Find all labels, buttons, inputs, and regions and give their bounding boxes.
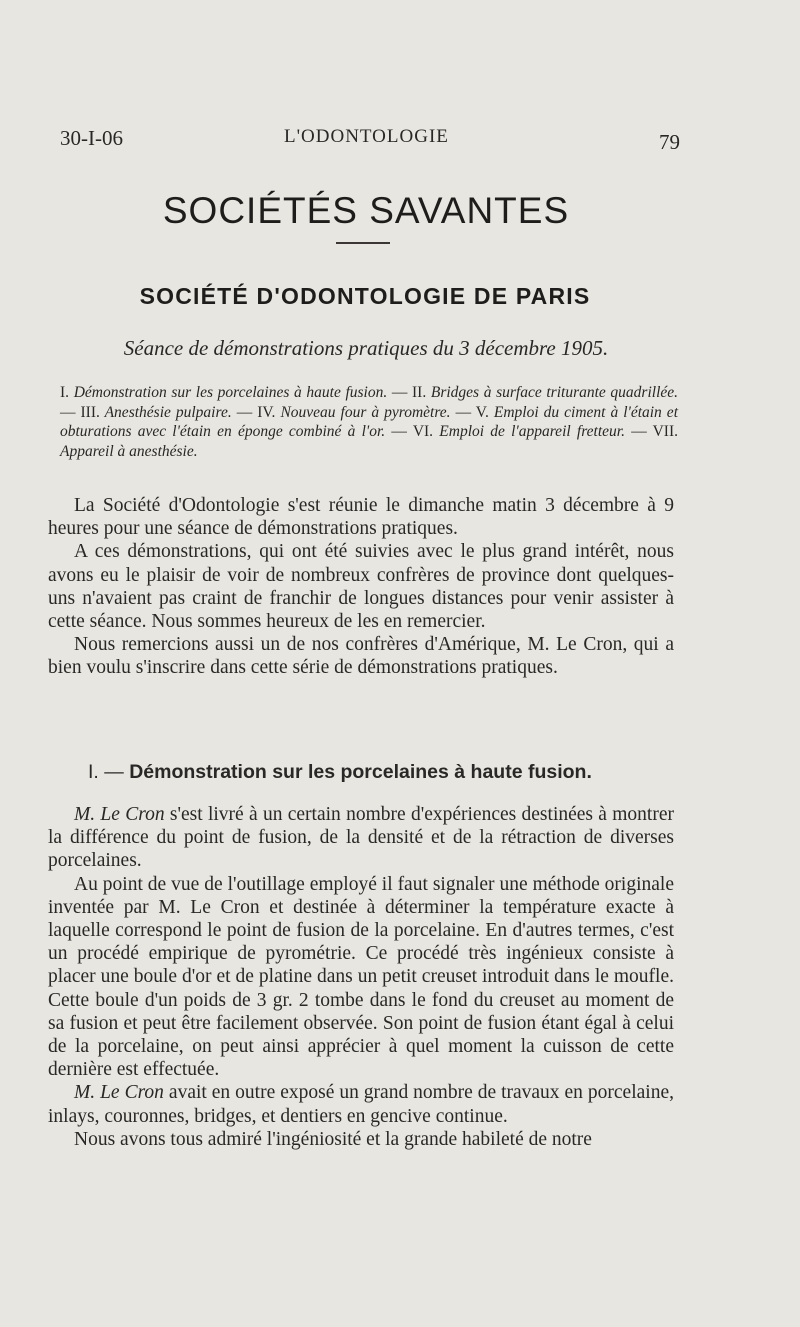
summary-item-2: Bridges à surface triturante quadrillée. — [430, 384, 679, 401]
summary-num-3: — III. — [60, 403, 100, 421]
summary-num-5: — V. — [455, 403, 489, 421]
person-name: M. Le Cron — [74, 1082, 164, 1104]
summary-item-4: Nouveau four à pyromètre. — [280, 403, 451, 421]
intro-paragraph-3: Nous remercions aussi un de nos confrères d'Amérique, M. Le Cron, qui a bien voulu s'inscrire dans cette série de démonstrations pratiques. — [48, 634, 674, 679]
section-1-text — [48, 803, 674, 1151]
section-heading-1 — [88, 761, 688, 784]
summary-item-3: Anesthésie pulpaire. — [104, 403, 232, 421]
society-title: SOCIÉTÉ D'ODONTOLOGIE DE PARIS — [139, 283, 591, 309]
page-number: 79 — [659, 130, 680, 154]
running-header — [60, 122, 680, 152]
section-number: I. — — [88, 761, 124, 783]
summary-num-6: — VI. — [391, 423, 434, 440]
section-title: Démonstration sur les porcelaines à haute fusion. — [129, 761, 592, 783]
section-paragraph-2: Au point de vue de l'outillage employé il faut signaler une méthode originale inventée par M. Le Cron et destinée à déterminer la température exacte à laquelle correspond le point de fusion de la porcelaine. En d'autres termes, c'est un procédé empirique de pyrométrie. Ce procédé très ingénieux consiste à placer une boule d'or et de platine dans un petit creuset introduit dans le moufle. Cette boule d'un poids de 3 gr. 2 tombe dans le fond du creuset au moment de sa fusion et peut être facilement observée. Son point de fusion étant égal à celui de la porcelaine, on peut ainsi apprécier à quel moment la cuisson de cette dernière est effectuée. — [48, 873, 674, 1081]
summary-item-5: Emploi du ciment à l'étain et obturations avec l'étain en éponge combiné à l'or. — [60, 403, 678, 440]
section-paragraph-1 — [48, 803, 674, 873]
section-paragraph-3-text: avait en outre exposé un grand nombre de travaux en porcelaine, inlays, couronnes, bridges, et dentiers en gencive continue. — [48, 1082, 674, 1127]
summary-item-1: Démonstration sur les porcelaines à haute fusion. — [73, 384, 388, 401]
summary-item-6: Emploi de l'appareil fretteur. — [439, 423, 625, 440]
intro-paragraph-1: La Société d'Odontologie s'est réunie le dimanche matin 3 décembre à 9 heures pour une séance de démonstrations pratiques. — [48, 495, 674, 540]
summary-num-7: — VII. — [631, 423, 679, 440]
summary-item-7: Appareil à anesthésie. — [60, 442, 198, 460]
journal-name: L'ODONTOLOGIE — [284, 126, 449, 147]
page-title: SOCIÉTÉS SAVANTES — [162, 190, 570, 231]
section-paragraph-3 — [48, 1081, 674, 1127]
person-name: M. Le Cron — [74, 804, 165, 825]
section-paragraph-1-text: s'est livré à un certain nombre d'expériences destinées à montrer la différence du point de fusion, de la densité et de la rétraction de diverses porcelaines. — [48, 804, 674, 872]
title-divider — [336, 242, 390, 244]
summary-num-2: — II. — [391, 384, 427, 401]
summary-list — [60, 383, 678, 461]
section-paragraph-4: Nous avons tous admiré l'ingéniosité et la grande habileté de notre — [74, 1128, 592, 1150]
summary-num-1: I. — [60, 384, 70, 401]
intro-text — [48, 494, 674, 680]
seance-subtitle: Séance de démonstrations pratiques du 3 décembre 1905. — [123, 336, 609, 360]
intro-paragraph-2: A ces démonstrations, qui ont été suivies avec le plus grand intérêt, nous avons eu le plaisir de voir de nombreux confrères de province dont quelques-uns n'avaient pas craint de franchir de longues distances pour venir assister à cette séance. Nous sommes heureux de les en remercier. — [48, 541, 674, 633]
summary-num-4: — IV. — [236, 403, 276, 421]
issue-date: 30-I-06 — [60, 126, 123, 150]
